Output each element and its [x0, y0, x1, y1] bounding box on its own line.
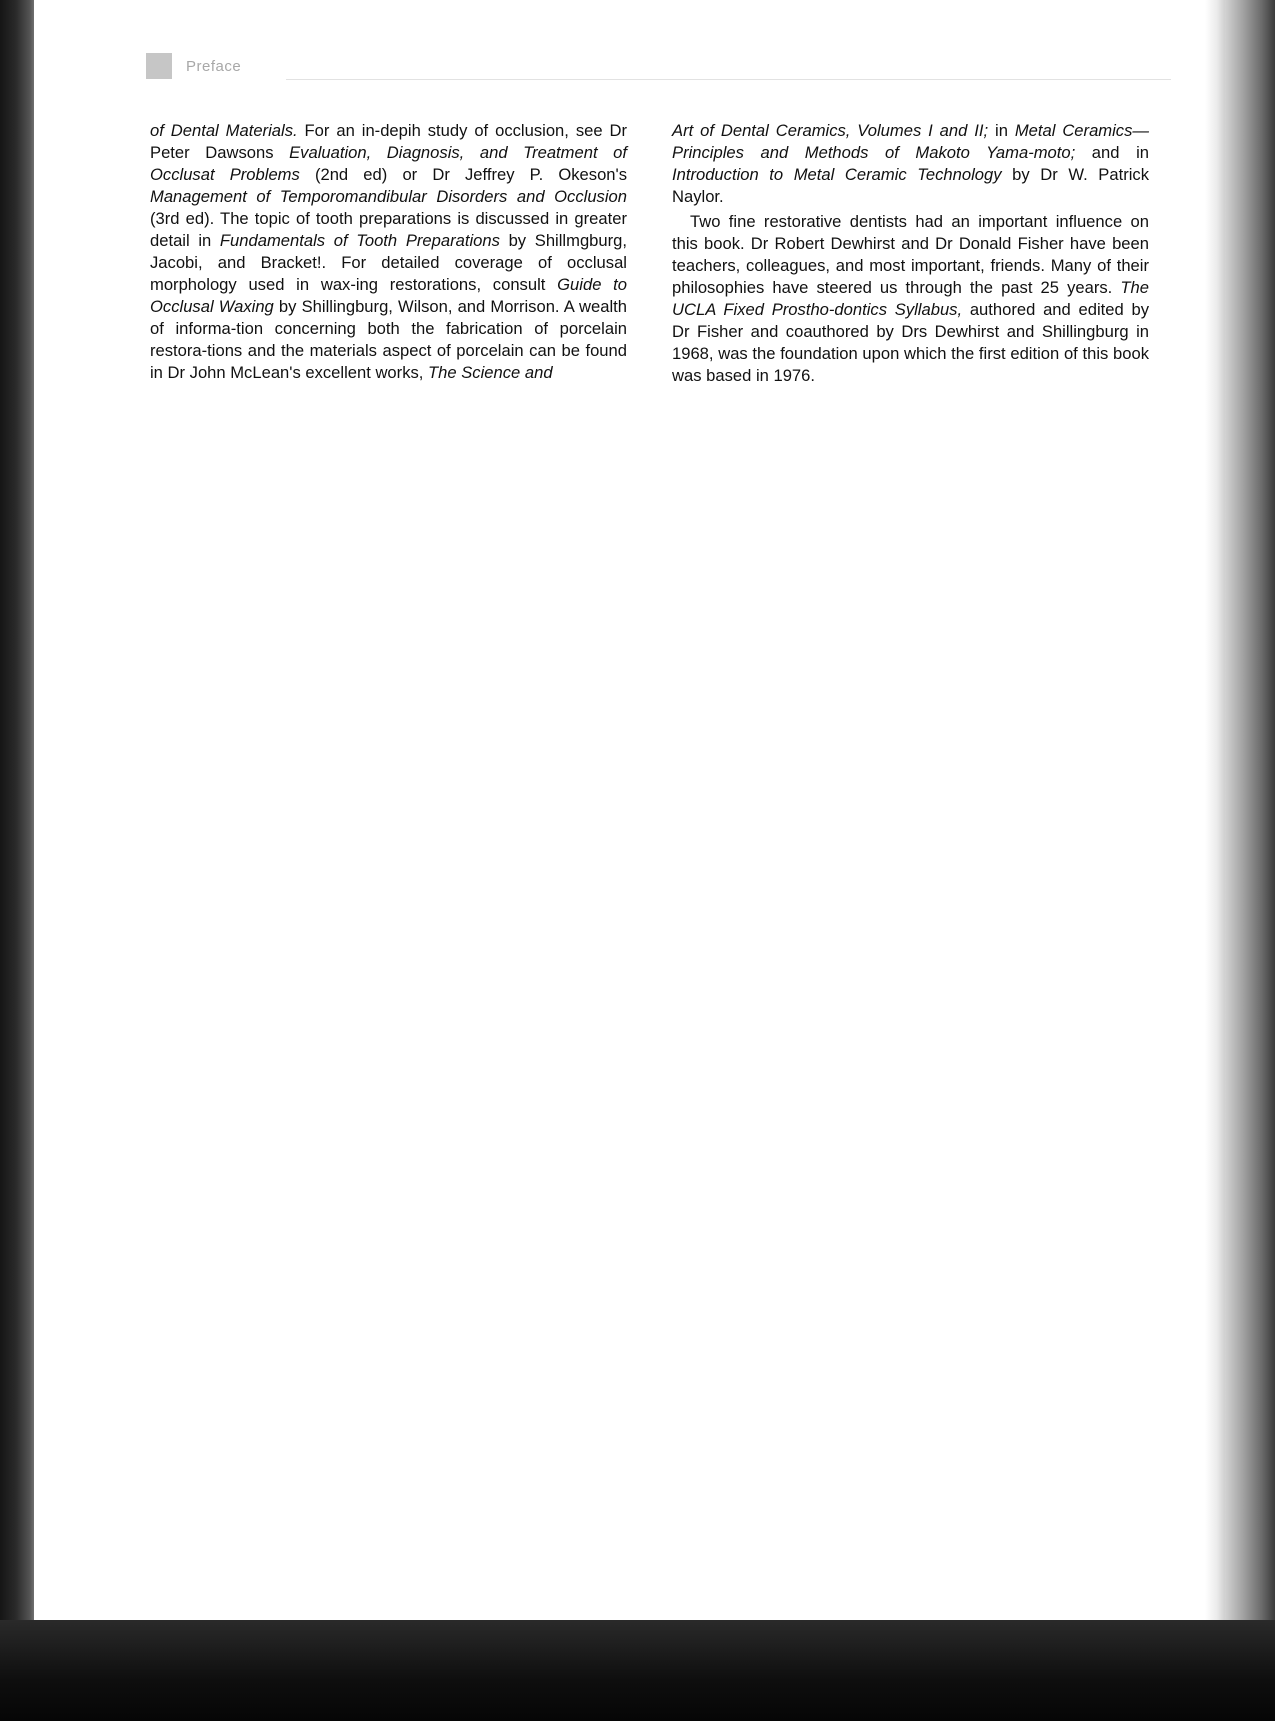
section-marker: [146, 53, 172, 79]
body-text: by Shillingburg, Wilson, and Morrison. A wealth of informa-tion concerning both the fabrication of porcelain restora-tions and the materials aspect of porcelain can be found in Dr John McLean's excellent works,: [150, 297, 627, 382]
body-text: in: [988, 121, 1015, 140]
header-rule: [286, 79, 1171, 80]
italic-title-text: Fundamentals of Tooth Preparations: [219, 231, 500, 250]
italic-title-text: Metal Ceramics—Principles and Methods of Makoto Yama-moto;: [672, 121, 1149, 162]
paragraph: [150, 120, 627, 384]
body-text: Two fine restorative dentists had an important influence on this book. Dr Robert Dewhirst and Dr Donald Fisher have been teachers, colleagues, and most important, friends. Many of their philosophies have steered us through the past 25 years.: [672, 212, 1149, 297]
left-column: [150, 120, 627, 387]
body-text: by Dr W. Patrick Naylor.: [672, 165, 1149, 206]
running-head: [146, 52, 241, 80]
body-text: For an in-depih study of occlusion, see Dr Peter Dawsons: [150, 121, 628, 162]
italic-title-text: The UCLA Fixed Prostho-dontics Syllabus,: [672, 278, 1149, 319]
right-column: [672, 120, 1149, 390]
italic-title-text: Evaluation, Diagnosis, and Treatment of Occlusat Problems: [150, 143, 627, 184]
body-text: authored and edited by Dr Fisher and coauthored by Drs Dewhirst and Shillingburg in 1968, was the foundation upon which the first edition of this book was based in 1976.: [672, 300, 1149, 385]
body-text: (3rd ed). The topic of tooth preparations is discussed in greater detail in: [150, 209, 627, 250]
body-text: and in: [1075, 143, 1149, 162]
italic-title-text: Introduction to Metal Ceramic Technology: [672, 165, 1002, 184]
paragraph: [672, 120, 1149, 208]
body-text: by Shillmgburg, Jacobi, and Bracket!. For detailed coverage of occlusal morphology used in wax-ing restorations, consult: [150, 231, 627, 294]
italic-title-text: Guide to Occlusal Waxing: [150, 275, 628, 316]
page-edge: [1205, 0, 1225, 1620]
paragraph: [672, 211, 1149, 387]
scanner-bottom-band: [0, 1620, 1275, 1721]
italic-title-text: Art of Dental Ceramics, Volumes I and II;: [672, 121, 989, 140]
book-page: [34, 0, 1224, 1620]
body-text: (2nd ed) or Dr Jeffrey P. Okeson's: [299, 165, 628, 184]
italic-title-text: of Dental Materials.: [150, 121, 298, 140]
italic-title-text: The Science and: [428, 363, 553, 382]
right-edge-shadow: [1223, 0, 1275, 1640]
italic-title-text: Management of Temporomandibular Disorders and Occlusion: [150, 187, 627, 206]
running-head-label: Preface: [186, 57, 242, 75]
